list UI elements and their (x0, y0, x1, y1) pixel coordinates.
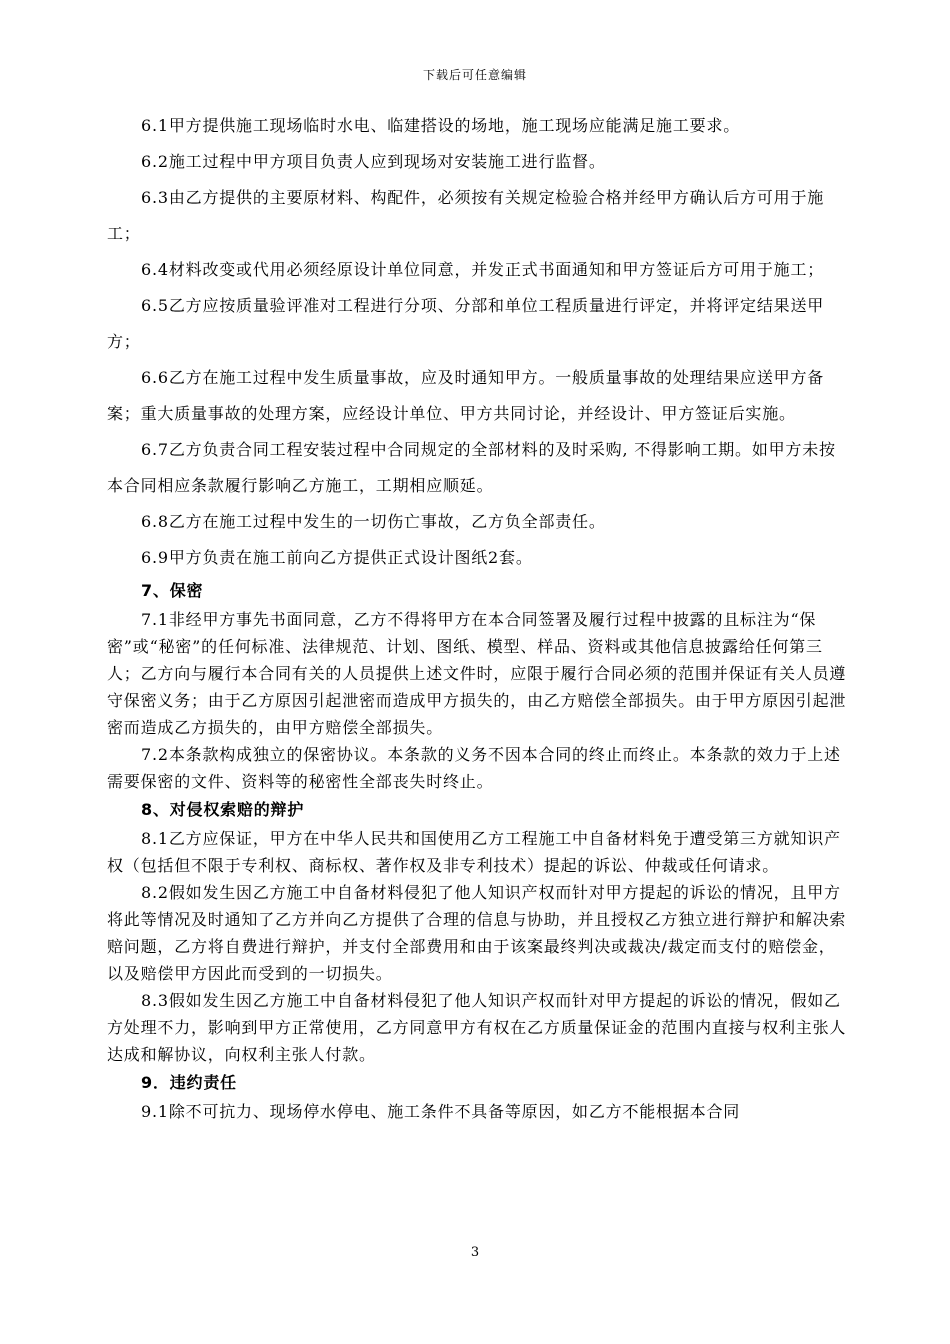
clause-6-7: 6.7乙方负责合同工程安装过程中合同规定的全部材料的及时采购, 不得影响工期。如甲方未按本合同相应条款履行影响乙方施工，工期相应顺延。 (107, 440, 836, 495)
clause-6-4: 6.4材料改变或代用必须经原设计单位同意，并发正式书面通知和甲方签证后方可用于施工； (141, 260, 825, 279)
clause-6-5: 6.5乙方应按质量验评准对工程进行分项、分部和单位工程质量进行评定，并将评定结果送甲方； (107, 296, 825, 351)
page-number: 3 (470, 1245, 480, 1260)
section-9-title: 9．违约责任 (141, 1073, 237, 1092)
clause-6-8: 6.8乙方在施工过程中发生的一切伤亡事故，乙方负全部责任。 (141, 512, 606, 531)
clause-6-9: 6.9甲方负责在施工前向乙方提供正式设计图纸2套。 (141, 548, 533, 567)
clause-6-3: 6.3由乙方提供的主要原材料、构配件，必须按有关规定检验合格并经甲方确认后方可用于施工； (107, 188, 825, 243)
clause-9-1: 9.1除不可抗力、现场停水停电、施工条件不具备等原因，如乙方不能根据本合同 (141, 1102, 741, 1121)
clause-6-1: 6.1甲方提供施工现场临时水电、临建搭设的场地，施工现场应能满足施工要求。 (141, 116, 741, 135)
clause-6-6: 6.6乙方在施工过程中发生质量事故，应及时通知甲方。一般质量事故的处理结果应送甲方备案；重大质量事故的处理方案，应经设计单位、甲方共同讨论，并经设计、甲方签证后实施。 (107, 368, 825, 423)
page-header: 下载后可任意编辑 (422, 68, 527, 82)
clause-8-2: 8.2假如发生因乙方施工中自备材料侵犯了他人知识产权而针对甲方提起的诉讼的情况，且甲方将此等情况及时通知了乙方并向乙方提供了合理的信息与协助，并且授权乙方独立进行辩护和解决索赔问题，乙方将自费进行辩护，并支付全部费用和由于该案最终判决或裁决/裁定而支付的赔偿金，以及赔偿甲方因此而受到的一切损失。 (107, 883, 847, 983)
clause-7-1: 7.1非经甲方事先书面同意，乙方不得将甲方在本合同签署及履行过程中披露的且标注为“保密”或“秘密”的任何标准、法律规范、计划、图纸、模型、样品、资料或其他信息披露给任何第三人；乙方向与履行本合同有关的人员提供上述文件时，应限于履行合同必须的范围并保证有关人员遵守保密义务；由于乙方原因引起泄密而造成甲方损失的，由乙方赔偿全部损失。由于甲方原因引起泄密而造成乙方损失的，由甲方赔偿全部损失。 (107, 610, 847, 737)
document-body (107, 108, 847, 1125)
clause-6-2: 6.2施工过程中甲方项目负责人应到现场对安装施工进行监督。 (141, 152, 606, 171)
clause-7-2: 7.2本条款构成独立的保密协议。本条款的义务不因本合同的终止而终止。本条款的效力于上述需要保密的文件、资料等的秘密性全部丧失时终止。 (107, 745, 841, 791)
section-8-title: 8、对侵权索赔的辩护 (141, 800, 305, 819)
section-7-title: 7、保密 (141, 581, 204, 600)
clause-8-1: 8.1乙方应保证，甲方在中华人民共和国使用乙方工程施工中自备材料免于遭受第三方就知识产权（包括但不限于专利权、商标权、著作权及非专利技术）提起的诉讼、仲裁或任何请求。 (107, 829, 841, 875)
clause-8-3: 8.3假如发生因乙方施工中自备材料侵犯了他人知识产权而针对甲方提起的诉讼的情况，假如乙方处理不力，影响到甲方正常使用，乙方同意甲方有权在乙方质量保证金的范围内直接与权利主张人达成和解协议，向权利主张人付款。 (107, 991, 847, 1064)
